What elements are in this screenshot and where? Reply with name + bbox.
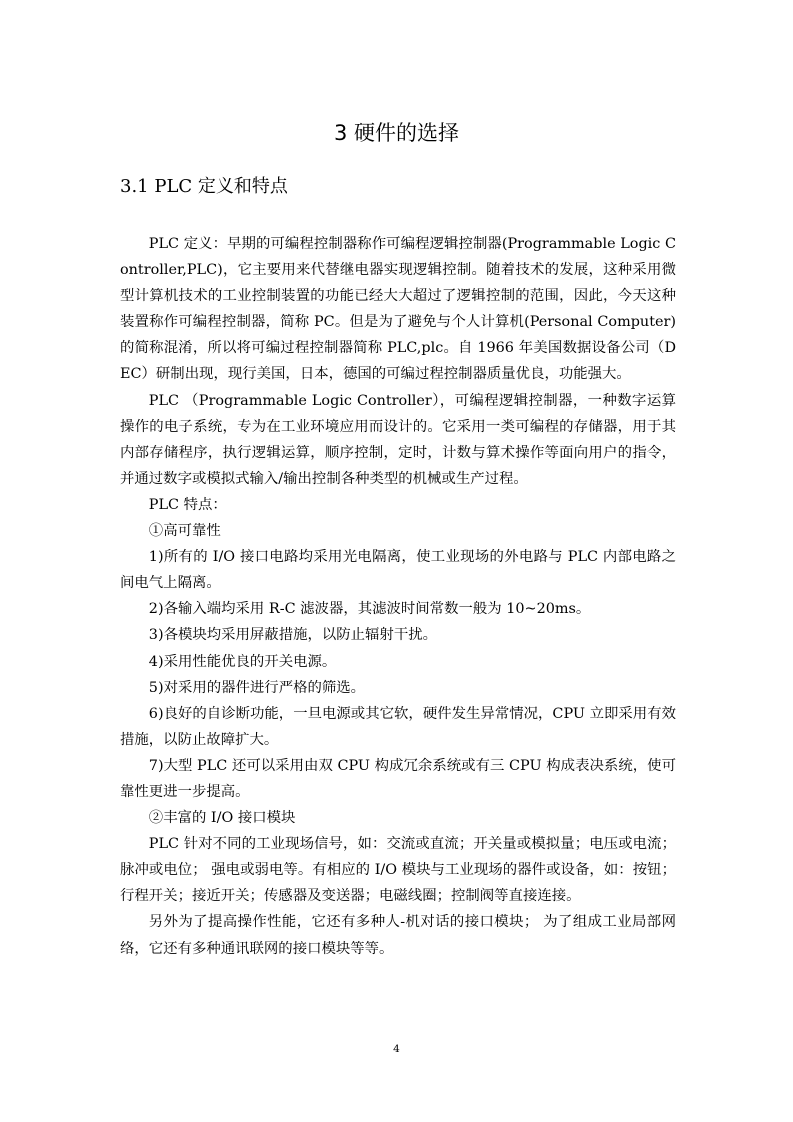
- page-number: 4: [393, 1043, 400, 1055]
- paragraph-high-reliability: ①高可靠性: [148, 523, 221, 540]
- body-text: [120, 231, 676, 962]
- list-item: 1)所有的 I/O 接口电路均采用光电隔离，使工业现场的外电路与 PLC 内部电路之间电气上隔离。: [120, 549, 676, 592]
- paragraph-plc-description: PLC （Programmable Logic Controller），可编程逻辑控制器，一种数字运算操作的电子系统，专为在工业环境应用而设计的。它采用一类可编程的存储器，用于其内部存储程序，执行逻辑运算，顺序控制，定时，计数与算术操作等面向用户的指令，并通过数字或模拟式输入/输出控制各种类型的机械或生产过程。: [120, 392, 676, 487]
- chapter-title: 3 硬件的选择: [333, 121, 460, 145]
- list-item: 5)对采用的器件进行严格的筛选。: [148, 679, 366, 696]
- paragraph-io-modules: ②丰富的 I/O 接口模块: [148, 810, 296, 827]
- list-item: 3)各模块均采用屏蔽措施，以防止辐射干扰。: [148, 627, 437, 644]
- list-item: 7)大型 PLC 还可以采用由双 CPU 构成冗余系统或有三 CPU 构成表决系统，使可靠性更进一步提高。: [120, 757, 676, 800]
- list-item: 4)采用性能优良的开关电源。: [148, 653, 337, 670]
- paragraph-interface-modules: 另外为了提高操作性能，它还有多种人-机对话的接口模块； 为了组成工业局部网络，它还有多种通讯联网的接口模块等等。: [120, 914, 676, 957]
- list-item: 2)各输入端均采用 R-C 滤波器，其滤波时间常数一般为 10~20ms。: [148, 601, 591, 618]
- paragraph-plc-definition: PLC 定义：早期的可编程控制器称作可编程逻辑控制器(Programmable Logic Controller,PLC)，它主要用来代替继电器实现逻辑控制。随着技术的发展，这种采用微型计算机技术的工业控制装置的功能已经大大超过了逻辑控制的范围，因此，今天这种装置称作可编程控制器，简称 PC。但是为了避免与个人计算机(Personal Computer)的简称混淆，所以将可编过程控制器简称 PLC,plc。自 1966 年美国数据设备公司（DEC）研制出现，现行美国，日本，德国的可编过程控制器质量优良，功能强大。: [120, 236, 676, 383]
- section-title: 3.1 PLC 定义和特点: [120, 176, 288, 197]
- list-item: 6)良好的自诊断功能，一旦电源或其它软，硬件发生异常情况，CPU 立即采用有效措施，以防止故障扩大。: [120, 705, 676, 748]
- paragraph-io-signals: PLC 针对不同的工业现场信号，如：交流或直流；开关量或模拟量；电压或电流；脉冲或电位； 强电或弱电等。有相应的 I/O 模块与工业现场的器件或设备，如：按钮；行程开关；接近开关；传感器及变送器；电磁线圈；控制阀等直接连接。: [120, 836, 676, 905]
- paragraph-plc-features-heading: PLC 特点：: [148, 496, 227, 513]
